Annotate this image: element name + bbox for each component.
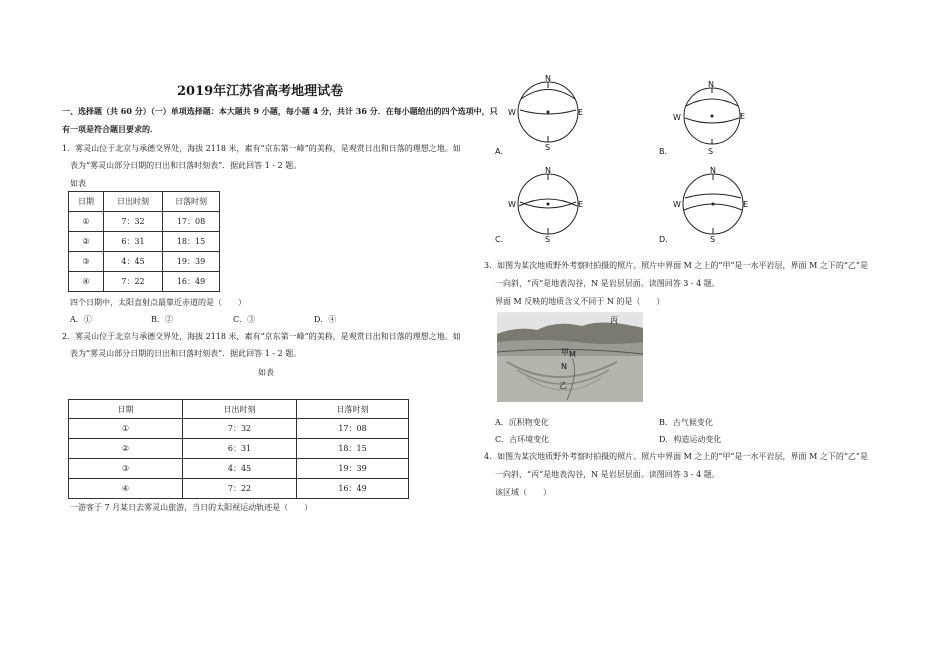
table-cell: 4：45: [104, 252, 163, 272]
q1-option-a[interactable]: A．①: [70, 315, 92, 324]
table-row: [69, 212, 220, 232]
section-heading-line2: 有一项是符合题目要求的．: [62, 124, 158, 134]
q3-question: 界面 M 反映的地质含义不同于 N 的是（ ）: [495, 297, 665, 306]
q1-option-d[interactable]: D．④: [314, 315, 337, 324]
table-cell: ③: [69, 459, 183, 479]
table-header: 日出时刻: [104, 192, 163, 212]
table-header-row: [69, 400, 409, 419]
table-row: [69, 459, 409, 479]
q3-text-line1: 3．如图为某次地质野外考察时拍摄的照片。照片中界面 M 之上的“甲”是一水平岩层，界面 M 之下的“乙”是: [484, 261, 868, 270]
q2-table: [68, 399, 409, 499]
table-row: [69, 479, 409, 499]
q4-question: 该区域（ ）: [495, 488, 551, 497]
label-bing: 丙: [610, 316, 618, 325]
table-cell: ②: [69, 439, 183, 459]
table-cell: ②: [69, 232, 104, 252]
sun-path-diagram-b: [670, 76, 760, 160]
south-label: S: [545, 143, 551, 152]
table-cell: ③: [69, 252, 104, 272]
diagram-label-b[interactable]: B．: [659, 147, 673, 156]
horizon-arc: [685, 194, 741, 198]
q1-text-line1: 1．雾灵山位于北京与承德交界处，海拔 2118 米，素有“京东第一峰”的美称，是观赏日出和日落的理想之地。如: [62, 144, 461, 153]
q2-text-line2: 表为“雾灵山部分日期的日出和日落时刻表”．据此回答 1 - 2 题。: [70, 349, 302, 358]
observer-dot: [712, 203, 715, 206]
north-label: N: [710, 166, 716, 175]
table-header: 日期: [69, 192, 104, 212]
east-label: E: [578, 200, 584, 209]
label-m: M: [569, 350, 576, 359]
south-label: S: [545, 235, 551, 244]
q3-option-c[interactable]: C．古环境变化: [495, 435, 550, 444]
q1-option-b[interactable]: B．②: [151, 315, 173, 324]
sun-path-diagram-a: [505, 70, 595, 154]
table-cell: ④: [69, 479, 183, 499]
table-cell: 16：49: [297, 479, 409, 499]
q2-question: 一游客于 7 月某日去雾灵山旅游，当日的太阳视运动轨迹是（ ）: [70, 503, 313, 512]
table-cell: 6：31: [104, 232, 163, 252]
west-label: W: [673, 200, 681, 209]
table-header: 日出时刻: [183, 400, 297, 419]
table-cell: ①: [69, 212, 104, 232]
east-label: E: [743, 200, 749, 209]
table-row: [69, 252, 220, 272]
west-label: W: [508, 200, 516, 209]
q3-text-line2: 一向斜，“丙”是地表沟谷，N 是岩层层面。读图回答 3 - 4 题。: [495, 279, 720, 288]
south-label: S: [708, 147, 714, 156]
label-yi: 乙: [559, 381, 567, 390]
sun-path-arc: [686, 99, 738, 106]
table-cell: 16：49: [163, 272, 220, 292]
q2-text-line1: 2．雾灵山位于北京与承德交界处，海拔 2118 米，素有“京东第一峰”的美称，是观赏日出和日落的理想之地。如: [62, 332, 461, 341]
table-cell: 17：08: [297, 419, 409, 439]
table-cell: 4：45: [183, 459, 297, 479]
table-cell: 7：32: [183, 419, 297, 439]
table-cell: 17：08: [163, 212, 220, 232]
geology-photo: [497, 312, 643, 402]
table-row: [69, 419, 409, 439]
table-cell: 7：32: [104, 212, 163, 232]
table-header: 日落时刻: [297, 400, 409, 419]
table-cell: 18：15: [163, 232, 220, 252]
table-header-row: [69, 192, 220, 212]
observer-dot: [547, 111, 550, 114]
q1-table: [68, 191, 220, 292]
q4-text-line1: 4．如图为某次地质野外考察时拍摄的照片。照片中界面 M 之上的“甲”是一水平岩层，界面 M 之下的“乙”是: [484, 452, 868, 461]
q3-option-d[interactable]: D．构造运动变化: [659, 435, 722, 444]
q2-table-caption: 如表: [258, 368, 274, 377]
table-cell: 7：22: [104, 272, 163, 292]
observer-dot: [711, 115, 714, 118]
north-label: N: [708, 80, 714, 89]
table-cell: ①: [69, 419, 183, 439]
table-row: [69, 232, 220, 252]
page-title: 2019年江苏省高考地理试卷: [177, 84, 344, 99]
q3-option-b[interactable]: B．古气候变化: [659, 418, 713, 427]
observer-dot: [547, 203, 550, 206]
q1-text-line2: 表为“雾灵山部分日期的日出和日落时刻表”．据此回答 1 - 2 题。: [70, 161, 302, 170]
table-cell: 19：39: [297, 459, 409, 479]
diagram-label-a[interactable]: A．: [495, 147, 509, 156]
table-row: [69, 439, 409, 459]
sun-path-arc: [521, 90, 575, 100]
diagram-label-d[interactable]: D．: [659, 235, 674, 244]
table-row: [69, 272, 220, 292]
q4-text-line2: 一向斜，“丙”是地表沟谷，N 是岩层层面。读图回答 3 - 4 题。: [495, 470, 720, 479]
horizon-arc: [685, 118, 739, 123]
west-label: W: [673, 113, 681, 122]
q1-table-caption: 如表: [70, 179, 86, 188]
q3-option-a[interactable]: A．沉积物变化: [495, 418, 549, 427]
q1-option-c[interactable]: C．③: [233, 315, 256, 324]
table-cell: 7：22: [183, 479, 297, 499]
table-header: 日落时刻: [163, 192, 220, 212]
lower-stratum: [497, 356, 643, 402]
east-label: E: [740, 112, 746, 121]
label-jia: 甲: [561, 348, 569, 357]
table-cell: ④: [69, 272, 104, 292]
sun-path-diagram-d: [670, 162, 760, 246]
diagram-label-c[interactable]: C．: [495, 235, 509, 244]
section-heading-line1: 一、选择题（共 60 分）（一）单项选择题：本大题共 9 小题，每小题 4 分，共计 36 分．在每小题给出的四个选项中，只: [62, 106, 498, 116]
table-cell: 6：31: [183, 439, 297, 459]
q1-question: 四个日期中，太阳直射点最靠近赤道的是（ ）: [70, 298, 246, 307]
east-label: E: [578, 108, 584, 117]
table-header: 日期: [69, 400, 183, 419]
south-label: S: [710, 235, 716, 244]
north-label: N: [545, 74, 551, 83]
table-cell: 18：15: [297, 439, 409, 459]
west-label: W: [508, 108, 516, 117]
sun-path-diagram-c: [505, 162, 595, 246]
label-n: N: [561, 362, 567, 371]
table-cell: 19：39: [163, 252, 220, 272]
north-label: N: [545, 166, 551, 175]
